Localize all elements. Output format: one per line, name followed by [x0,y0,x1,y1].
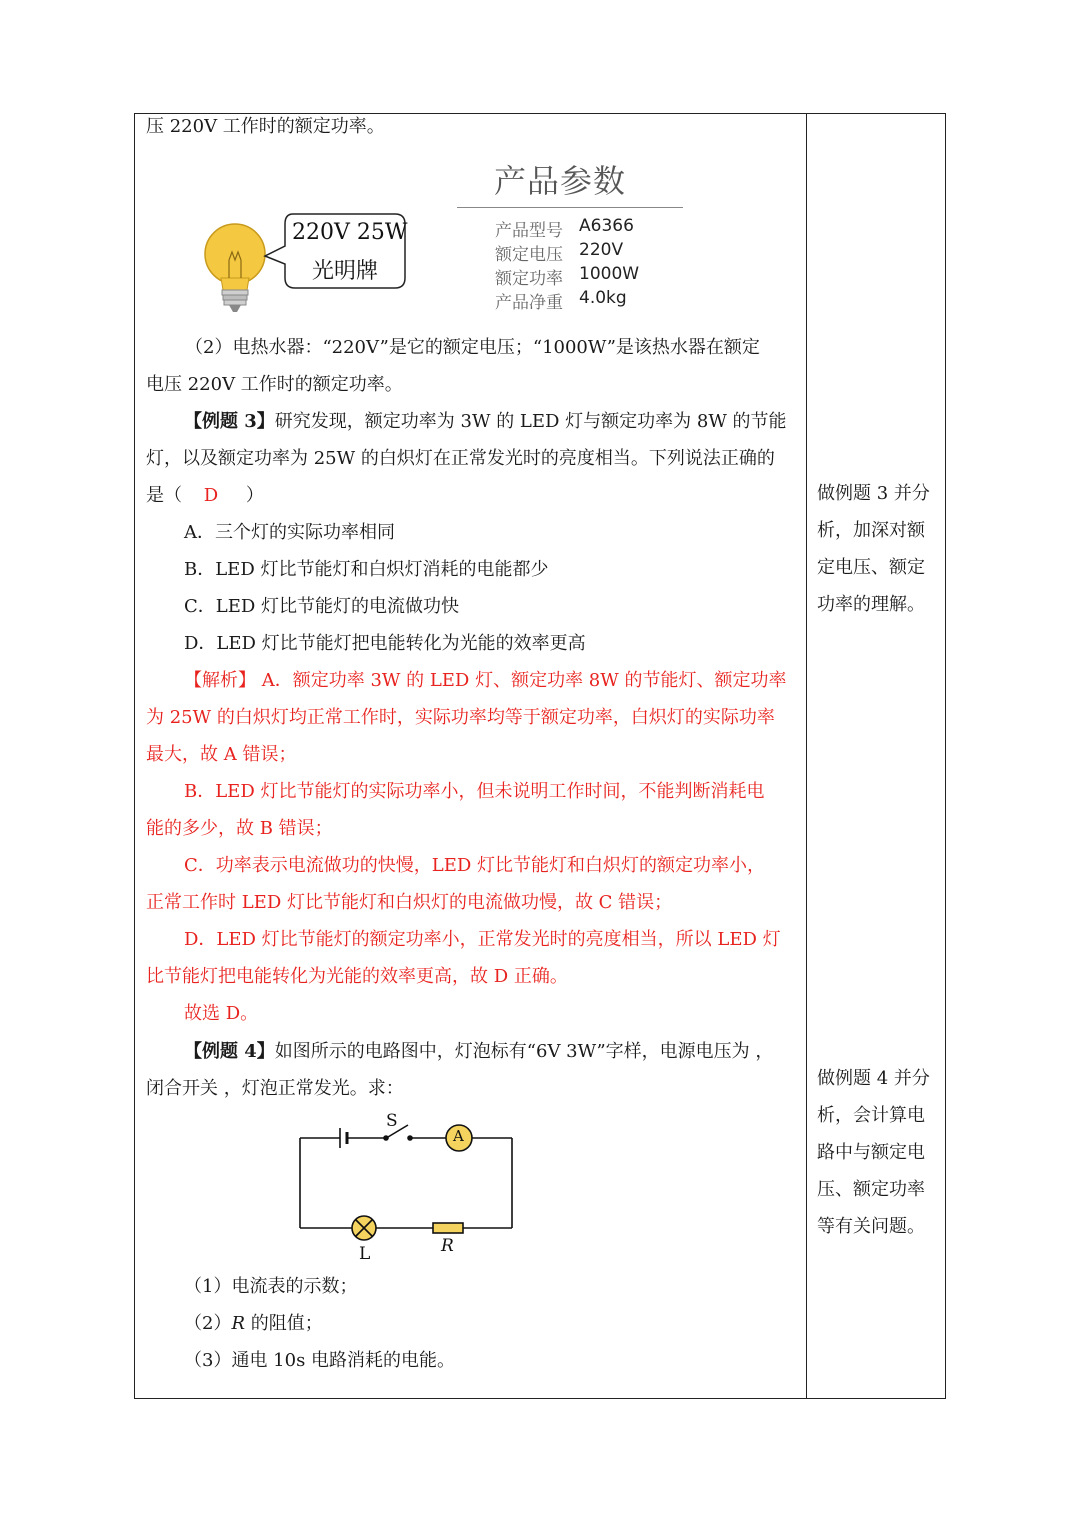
note-line: 析，会计算电 [817,1105,925,1126]
heater-line: 电压 220V 工作时的额定功率。 [146,374,403,395]
param-value: 4.0kg [579,288,627,308]
question-symbol: R [231,1313,246,1334]
question: （1）电流表的示数； [184,1276,358,1297]
analysis-line: 比节能灯把电能转化为光能的效率更高，故 D 正确。 [146,966,568,987]
example3-answer-line [146,484,264,508]
example4-stem-line: 如图所示的电路图中，灯泡标有“6V 3W”字样，电源电压为 ， [274,1041,774,1062]
option: B．LED 灯比节能灯和白炽灯消耗的电能都少 [184,559,549,580]
analysis-line: 【解析】 A．额定功率 3W 的 LED 灯、额定功率 8W 的节能灯、额定功率 [184,670,787,691]
example3-stem-line: 是（ [146,485,182,506]
example3-stem-line: 灯，以及额定功率为 25W 的白炽灯在正常发光时的亮度相当。下列说法正确的 [146,448,775,469]
lamp-label: L [359,1244,371,1264]
example3-stem-line: 研究发现，额定功率为 3W 的 LED 灯与额定功率为 8W 的节能 [274,411,787,432]
column-divider [806,113,807,1399]
example3-stem [184,410,787,434]
note-line: 等有关问题。 [817,1216,925,1237]
option: A．三个灯的实际功率相同 [184,522,395,543]
param-key: 产品净重 [495,293,563,313]
resistor-icon [433,1223,463,1233]
question-suffix: 的阻值； [245,1313,323,1334]
example3-tag: 【例题 3】 [184,411,275,432]
question-prefix: （2） [184,1313,232,1334]
analysis-line: 能的多少，故 B 错误； [146,818,333,839]
analysis-line: 故选 D。 [184,1003,259,1024]
note-line: 析，加深对额 [817,520,925,541]
example3-answer: D [203,485,219,506]
lamp-icon [352,1216,376,1240]
light-bulb-icon [205,224,265,312]
example4-stem [184,1040,773,1064]
resistor-label: R [441,1236,454,1256]
param-value: 1000W [579,264,640,284]
switch-label: S [386,1111,398,1131]
example4-stem-line: 闭合开关 ，灯泡正常发光。求： [146,1078,404,1099]
note-line: 做例题 3 并分 [817,483,930,504]
param-key: 额定电压 [495,245,563,265]
question: （3）通电 10s 电路消耗的电能。 [184,1350,456,1371]
analysis-line: B．LED 灯比节能灯的实际功率小，但未说明工作时间，不能判断消耗电 [184,781,765,802]
product-card-title: 产品参数 [494,162,627,200]
close-paren: ） [245,485,264,506]
ammeter-label: A [453,1127,464,1145]
option: C．LED 灯比节能灯的电流做功快 [184,596,460,617]
note-line: 功率的理解。 [817,594,925,615]
analysis-line: 最大，故 A 错误； [146,744,297,765]
circuit-diagram [290,1110,530,1265]
param-key: 产品型号 [495,221,563,241]
analysis-line: C．功率表示电流做功的快慢，LED 灯比节能灯和白炽灯的额定功率小， [184,855,766,876]
note-line: 路中与额定电 [817,1142,925,1163]
bulb-brand-text: 光明牌 [312,259,379,284]
note-line: 做例题 4 并分 [817,1068,930,1089]
question [184,1312,323,1336]
heater-line: （2）电热水器：“220V”是它的额定电压；“1000W”是该热水器在额定 [185,337,760,358]
param-key: 额定功率 [495,269,563,289]
product-card-rule [457,207,683,208]
bulb-spec-text: 220V 25W [292,220,408,245]
analysis-line: D．LED 灯比节能灯的额定功率小，正常发光时的亮度相当，所以 LED 灯 [184,929,781,950]
option: D．LED 灯比节能灯把电能转化为光能的效率更高 [184,633,586,654]
analysis-line: 为 25W 的白炽灯均正常工作时，实际功率均等于额定功率，白炽灯的实际功率 [146,707,775,728]
note-line: 定电压、额定 [817,557,925,578]
param-value: 220V [579,240,624,260]
analysis-line: 正常工作时 LED 灯比节能灯和白炽灯的电流做功慢，故 C 错误； [146,892,673,913]
intro-line: 压 220V 工作时的额定功率。 [146,116,385,137]
param-value: A6366 [579,216,634,236]
note-line: 压、额定功率 [817,1179,925,1200]
example4-tag: 【例题 4】 [184,1041,275,1062]
